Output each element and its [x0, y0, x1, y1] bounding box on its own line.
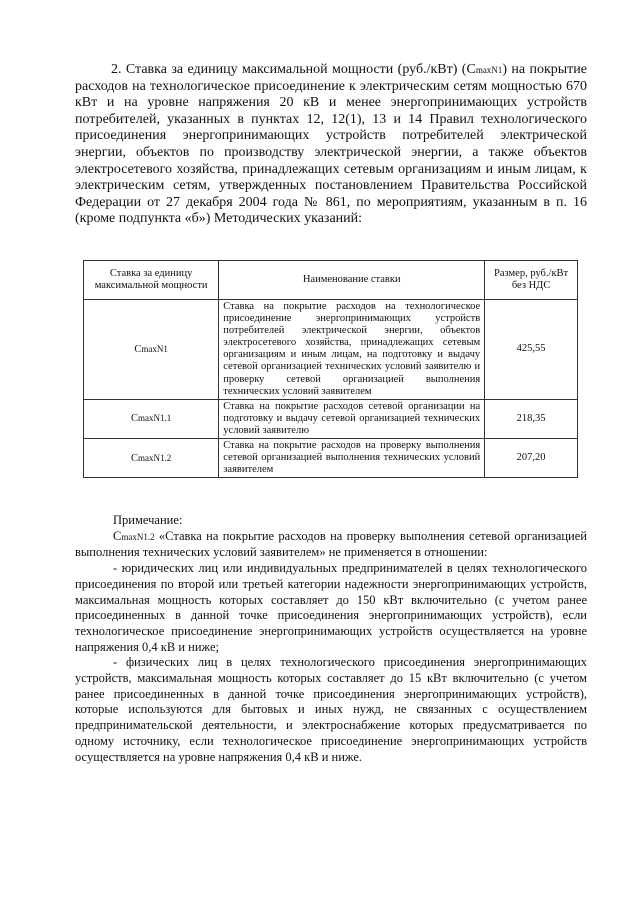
row-value: 207,20: [485, 439, 578, 478]
notes-symbol-sub: maxN1.2: [121, 531, 155, 542]
notes-intro-text: «Ставка на покрытие расходов на проверку выполнения сетевой организацией выполнения технических условий заявителем» не применяется в отношении:: [75, 528, 587, 560]
table-row: [84, 439, 578, 478]
notes-item-legal-entities: - юридических лиц или индивидуальных предпринимателей в целях технологического присоединения по второй или третьей категории надежности энергопринимающих устройств, максимальная мощность которых составляет до 150 кВт включительно (с учетом ранее присоединенных в данной точке присоединения энергопринимающих устройств), если технологическое присоединение энергопринимающих устройств осуществляется на уровне напряжения 0,4 кВ и ниже;: [75, 561, 587, 654]
rate-symbol: [466, 62, 502, 77]
rate-symbol-sub: maxN1: [475, 65, 503, 75]
row-symbol-main: C: [131, 413, 139, 425]
row-symbol-main: C: [131, 452, 139, 464]
row-symbol-sub: maxN1.2: [138, 452, 172, 463]
table-row: [84, 300, 578, 400]
header-size: Размер, руб./кВт без НДС: [485, 261, 578, 300]
row-symbol: [84, 300, 219, 400]
row-description: Ставка на покрытие расходов на технологическое присоединение энергопринимающих устройств потребителей электрической энергии, объектов электросетевого хозяйства, принадлежащих сетевым организациям и иным лицам, на подготовку и выдачу сетевой организацией технических условий заявителю и проверку сетевой организацией выполнения технических условий заявителем: [219, 300, 485, 400]
header-name: Наименование ставки: [219, 261, 485, 300]
intro-text-after: ) на покрытие расходов на технологическое присоединение к электрическим сетям мощностью 670 кВт и на уровне напряжения 20 кВ и менее энергопринимающих устройств потребителей, указанных в пунктах 12, 12(1), 13 и 14 Правил технологического присоединения энергопринимающих устройств потребителей электрической энергии, объектов по производству электрической энергии, а также объектов электросетевого хозяйства, принадлежащих сетевым организациям и иным лицам, к электрическим сетям, утвержденных постановлением Правительства Российской Федерации от 27 декабря 2004 года № 861, по мероприятиям, указанным в п. 16 (кроме подпункта «б») Методических указаний:: [75, 62, 587, 227]
notes-section: [75, 513, 587, 765]
notes-item-individuals: - физических лиц в целях технологического присоединения энергопринимающих устройств, максимальная мощность которых составляет до 15 кВт включительно (с учетом ранее присоединенных в данной точке присоединения энергопринимающих устройств), которые используются для бытовых и иных нужд, не связанных с осуществлением предпринимательской деятельности, и электроснабжение которых предусматривается по одному источнику, если технологическое присоединение энергопринимающих устройств осуществляется на уровне напряжения 0,4 кВ и ниже.: [75, 655, 587, 764]
row-value: 218,35: [485, 399, 578, 438]
rates-table: [83, 260, 578, 478]
row-symbol: [84, 399, 219, 438]
notes-symbol-main: C: [113, 528, 122, 543]
table-header-row: [84, 261, 578, 300]
table-row: [84, 399, 578, 438]
row-description: Ставка на покрытие расходов сетевой организации на подготовку и выдачу сетевой организацией технических условий заявителю: [219, 399, 485, 438]
rate-symbol-main: C: [466, 62, 476, 77]
header-rate: Ставка за единицу максимальной мощности: [84, 261, 219, 300]
notes-intro: [75, 529, 587, 561]
row-symbol: [84, 439, 219, 478]
row-symbol-sub: maxN1.1: [138, 413, 172, 424]
notes-heading: Примечание:: [113, 513, 183, 527]
row-symbol-main: C: [134, 343, 142, 355]
notes-symbol: [113, 529, 155, 543]
row-value: 425,55: [485, 300, 578, 400]
intro-paragraph: [75, 62, 587, 228]
intro-text-before: 2. Ставка за единицу максимальной мощности (руб./кВт) (: [111, 62, 467, 77]
row-description: Ставка на покрытие расходов на проверку выполнения сетевой организацией выполнения технических условий заявителем: [219, 439, 485, 478]
row-symbol-sub: maxN1: [141, 343, 168, 354]
